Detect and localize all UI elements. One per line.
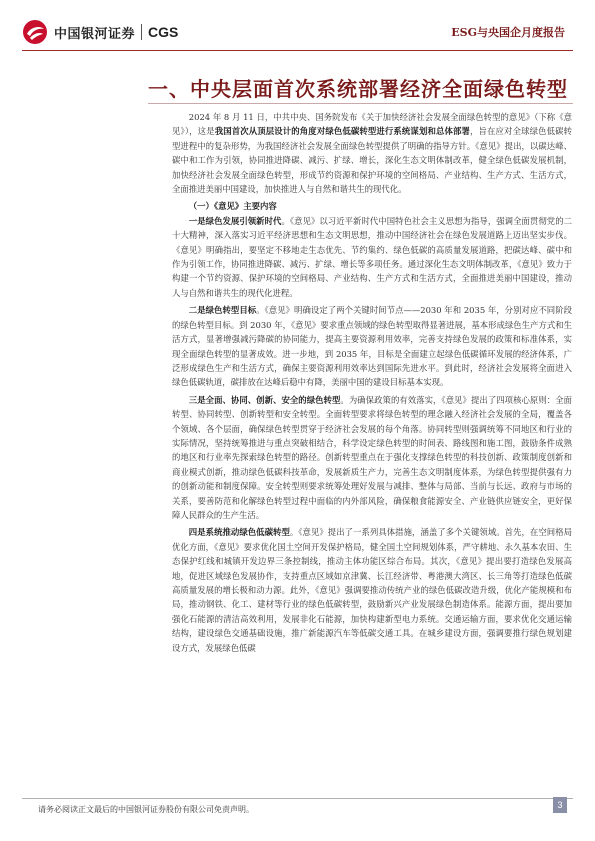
- galaxy-logo-icon: [22, 19, 48, 45]
- point-3-text: 。为确保政策的有效落实，《意见》提出了四项核心原则：全面转型、协同转型、创新转型和安全转型。全面转型要求将绿色转型的理念融入经济社会发展的全局，覆盖各个领域、各个层面，确保绿色转型贯穿于经济社会发展的每个角落。协同转型则强调统筹不同地区和行业的实际情况，坚持统筹推进与重点突破相结合，科学设定绿色转型的时间表、路线图和施工图，鼓励条件成熟的地区和行业率先探索绿色转型的路径。创新转型重点在于强化支撑绿色转型的科技创新、政策制度创新和商业模式创新，推动绿色低碳科技革命，发展新质生产力，完善生态文明制度体系，为绿色转型提供强有力的创新动能和制度保障。安全转型则要求统筹处理好发展与减排、整体与局部、当前与长远、政府与市场的关系，要善防范和化解绿色转型过程中面临的内外部风险，确保粮食能源安全、产业链供应链安全，更好保障人民群众的生产生活。: [172, 394, 572, 520]
- logo-chinese-text: 中国银河证券: [54, 26, 136, 42]
- point-2-lead: 二是绿色转型目标: [188, 305, 257, 316]
- page-header: [0, 0, 595, 58]
- report-title: ESG与央国企月度报告: [451, 26, 565, 39]
- point-2-text: 。《意见》明确设定了两个关键时间节点——2030 年和 2035 年，分别对应不同阶段的绿色转型目标。到 2030 年，《意见》要求重点领域的绿色转型取得显著进展，基本形成绿色生产方式和生活方式，显著增强减污降碳的协同能力，提高主要资源利用效率，完善支持绿色发展的政策和标准体系，实现全面绿色转型的显著成效。进一步地，到 2035 年，目标是全面建立起绿色低碳循环发展的经济体系，广泛形成绿色生产和生活方式，确保主要资源利用效率达到国际先进水平。到此时，经济社会发展将全面进入绿色低碳轨道，碳排放在达峰后稳中有降，美丽中国的建设目标基本实现。: [172, 305, 572, 388]
- page-number: 3: [553, 797, 567, 813]
- section-title: 一、中央层面首次系统部署经济全面绿色转型: [148, 77, 568, 101]
- company-logo: [22, 18, 178, 46]
- footer-divider: [22, 798, 573, 799]
- point-3-lead: 三是全面、协同、创新、安全的绿色转型: [188, 394, 341, 405]
- logo-english-text: CGS: [148, 24, 179, 40]
- intro-bold-text: 我国首次从顶层设计的角度对绿色低碳转型进行系统谋划和总体部署: [214, 126, 471, 137]
- point-4-text: 。《意见》提出了一系列具体措施，涵盖了多个关键领域。首先，在空间格局优化方面，《意见》要求优化国土空间开发保护格局，健全国土空间规划体系，严守耕地、永久基本农田、生态保护红线和城镇开发边界三条控制线，推动主体功能区综合布局。其次，《意见》提出要打造绿色发展高地，促进区域绿色发展协作，支持重点区域如京津冀、长江经济带、粤港澳大湾区、长三角等打造绿色低碳高质量发展的增长极和动力源。此外，《意见》强调要推动传统产业的绿色低碳改造升级，优化产能规模和布局，推动钢铁、化工、建材等行业的绿色低碳转型，鼓励新兴产业发展绿色制造体系。能源方面，提出要加强化石能源的清洁高效利用，发展非化石能源，加快构建新型电力系统。交通运输方面，要求优化交通运输结构，建设绿色交通基础设施，推广新能源汽车等低碳交通工具。在城乡建设方面，强调要推行绿色规划建设方式，发展绿色低碳: [172, 527, 572, 653]
- point-4-lead: 四是系统推动绿色低碳转型: [188, 527, 290, 538]
- footer-disclaimer: 请务必阅读正文最后的中国银河证券股份有限公司免责声明。: [38, 805, 254, 814]
- paragraph-point-3: [172, 393, 572, 523]
- paragraph-point-1: [172, 214, 572, 300]
- paragraph-point-2: [172, 303, 572, 389]
- intro-text-a: 2024 年 8 月 11 日，中共中央、国务院发布《关于加快经济社会发展全面绿色转型的意见》（下称《意见》），这是: [172, 112, 572, 137]
- body-text: [172, 110, 572, 655]
- point-1-lead: 一是绿色发展引领新时代: [188, 215, 282, 226]
- subsection-heading: （一）《意见》主要内容: [188, 201, 277, 212]
- intro-text-b: ，旨在应对全球绿色低碳转型进程中的复杂形势，为我国经济社会发展全面绿色转型提供了明确的指导方针。《意见》提出，以碳达峰、碳中和工作为引领，协同推进降碳、减污、扩绿、增长，深化生态文明体制改革，健全绿色低碳发展机制，加快经济社会发展全面绿色转型，形成节约资源和保护环境的空间格局、产业结构、生产方式、生活方式，全面推进美丽中国建设，加快推进人与自然和谐共生的现代化。: [172, 126, 573, 195]
- paragraph-point-4: [172, 525, 572, 655]
- paragraph-intro: [172, 110, 572, 196]
- logo-separator: [141, 24, 142, 40]
- header-divider: [22, 50, 573, 51]
- point-1-text: 。《意见》以习近平新时代中国特色社会主义思想为指导，强调全面贯彻党的二十大精神，深入落实习近平经济思想和生态文明思想，推动中国经济社会在绿色发展道路上迈出坚实步伐。《意见》明确指出，要坚定不移地走生态优先、节约集约、绿色低碳的高质量发展道路，把碳达峰、碳中和作为引领工作，协同推进降碳、减污、扩绿、增长等多项任务。通过深化生态文明体制改革，《意见》致力于构建一个节约资源、保护环境的空间格局、产业结构、生产方式和生活方式，全面推进美丽中国建设，推动人与自然和谐共生的现代化进程。: [172, 215, 572, 298]
- title-divider: [148, 103, 573, 104]
